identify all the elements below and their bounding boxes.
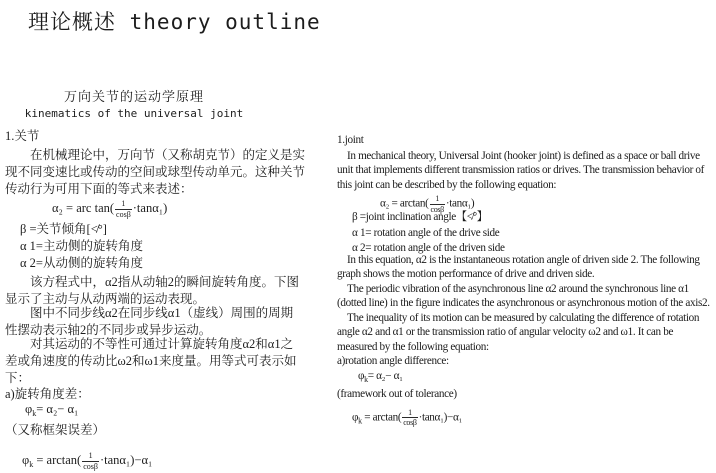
subtitle-chinese: 万向关节的运动学原理 bbox=[63, 89, 204, 104]
left-formula-bottom-post: ·tanα₁)−α₁ bbox=[99, 453, 153, 468]
fraction bbox=[402, 408, 417, 428]
phi-expression: = α₂− α₁ bbox=[36, 402, 79, 417]
phi-symbol: φ bbox=[352, 411, 359, 424]
left-paragraph-inequality: 对其运动的不等性可通过计算旋转角度α2和α1之差或角速度的传动比ω2和ω1来度量。用等式可表示如下： bbox=[5, 337, 297, 386]
right-paragraph-equation-explain: In this equation, α2 is the instantaneous rotation angle of driven side 2. The following graph shows the motion performance of drive and driven side. bbox=[337, 253, 700, 281]
right-paragraph-vibration: The periodic vibration of the asynchronous line α2 around the synchronous line α1 (dotted line) in the figure indicates the asynchronous or asynchronous motion of the axis2. bbox=[337, 282, 710, 310]
left-formula-phi-arctan bbox=[22, 451, 305, 473]
right-formula-phi-arctan bbox=[352, 408, 715, 429]
phi-symbol: φ bbox=[358, 369, 365, 382]
right-paragraph-definition: In mechanical theory, Universal Joint (hooker joint) is defined as a space or ball drive unit that implements different transmission ratios or drives. The transmission behavior of this joint can be described by the following equation: bbox=[337, 149, 705, 191]
left-section-heading: 1.关节 bbox=[5, 129, 40, 143]
right-formula-bottom-pre: = arctan( bbox=[361, 411, 402, 424]
left-symbol-definitions bbox=[5, 221, 305, 272]
left-paragraph-definition: 在机械理论中，万向节（又称胡克节）的定义是实现不同变速比或传动的空间或球型传动单元。这种关节传动行为可用下面的等式来表述： bbox=[5, 148, 306, 196]
phi-expression: = α₂− α₁ bbox=[367, 369, 403, 382]
left-formula-alpha2 bbox=[52, 199, 305, 219]
right-formula-phi-k bbox=[358, 369, 715, 388]
right-symbol-definitions bbox=[337, 210, 715, 257]
right-formula-bottom-post: ·tanα₁)−α₁ bbox=[418, 411, 463, 424]
phi-subscript: k bbox=[29, 460, 34, 470]
left-note-framework-error: （又称框架误差） bbox=[5, 423, 106, 438]
right-def-alpha1: α 1= rotation angle of the drive side bbox=[352, 226, 500, 239]
left-formula-phi-k bbox=[25, 401, 305, 422]
fraction-denominator: cosβ bbox=[430, 204, 444, 214]
fraction-denominator: cosβ bbox=[116, 209, 131, 219]
right-note-framework-tolerance: (framework out of tolerance) bbox=[337, 388, 457, 401]
left-def-alpha1: α 1=主动侧的旋转角度 bbox=[20, 239, 143, 254]
fraction bbox=[82, 451, 99, 471]
subtitle-english: kinematics of the universal joint bbox=[24, 107, 244, 120]
left-def-alpha2: α 2=从动侧的旋转角度 bbox=[20, 256, 143, 271]
phi-subscript: k bbox=[32, 409, 37, 419]
right-def-beta: β =joint inclination angle【≮°】 bbox=[352, 211, 488, 224]
left-def-beta: β =关节倾角[≮°] bbox=[20, 222, 107, 237]
left-item-a-label: a)旋转角度差： bbox=[5, 387, 90, 402]
phi-symbol: φ bbox=[25, 402, 33, 417]
fraction-denominator: cosβ bbox=[403, 418, 417, 428]
phi-subscript: k bbox=[364, 374, 368, 384]
section-subtitle bbox=[8, 88, 260, 122]
fraction-numerator: 1 bbox=[402, 408, 417, 419]
left-paragraph-vibration: 图中不同步线α2在同步线α1（虚线）周围的周期性摆动表示轴2的不同步或异步运动。 bbox=[5, 306, 294, 338]
right-section-heading: 1.joint bbox=[337, 134, 364, 146]
right-formula-alpha2-post: ·tanα₁) bbox=[445, 197, 475, 210]
page-title: 理论概述 theory outline bbox=[28, 10, 321, 34]
right-paragraph-inequality: The inequality of its motion can be measured by calculating the difference of rotation angle α2 and α1 or the transmission ratio of angular velocity ω2 and ω1. It can be measured by the following equation: bbox=[337, 311, 700, 353]
phi-subscript: k bbox=[358, 416, 362, 426]
fraction-numerator: 1 bbox=[82, 451, 99, 462]
right-item-a-label: a)rotation angle difference: bbox=[337, 355, 449, 368]
fraction-numerator: 1 bbox=[430, 194, 445, 205]
left-formula-alpha2-post: ·tanα₁) bbox=[132, 200, 168, 215]
right-def-alpha2: α 2= rotation angle of the driven side bbox=[352, 242, 505, 255]
left-formula-alpha2-pre: α₂ = arc tan( bbox=[52, 200, 115, 215]
left-paragraph-equation-explain: 该方程式中，α2指从动轴2的瞬间旋转角度。下图显示了主动与从动两端的运动表现。 bbox=[5, 275, 300, 307]
right-formula-alpha2-pre: α₂ = arctan( bbox=[380, 197, 429, 210]
column-english bbox=[337, 133, 715, 429]
fraction-numerator: 1 bbox=[115, 199, 132, 210]
phi-symbol: φ bbox=[22, 453, 30, 468]
fraction-denominator: cosβ bbox=[83, 461, 98, 471]
column-chinese bbox=[5, 128, 305, 473]
fraction bbox=[115, 199, 132, 219]
left-formula-bottom-pre: = arctan( bbox=[33, 453, 82, 468]
